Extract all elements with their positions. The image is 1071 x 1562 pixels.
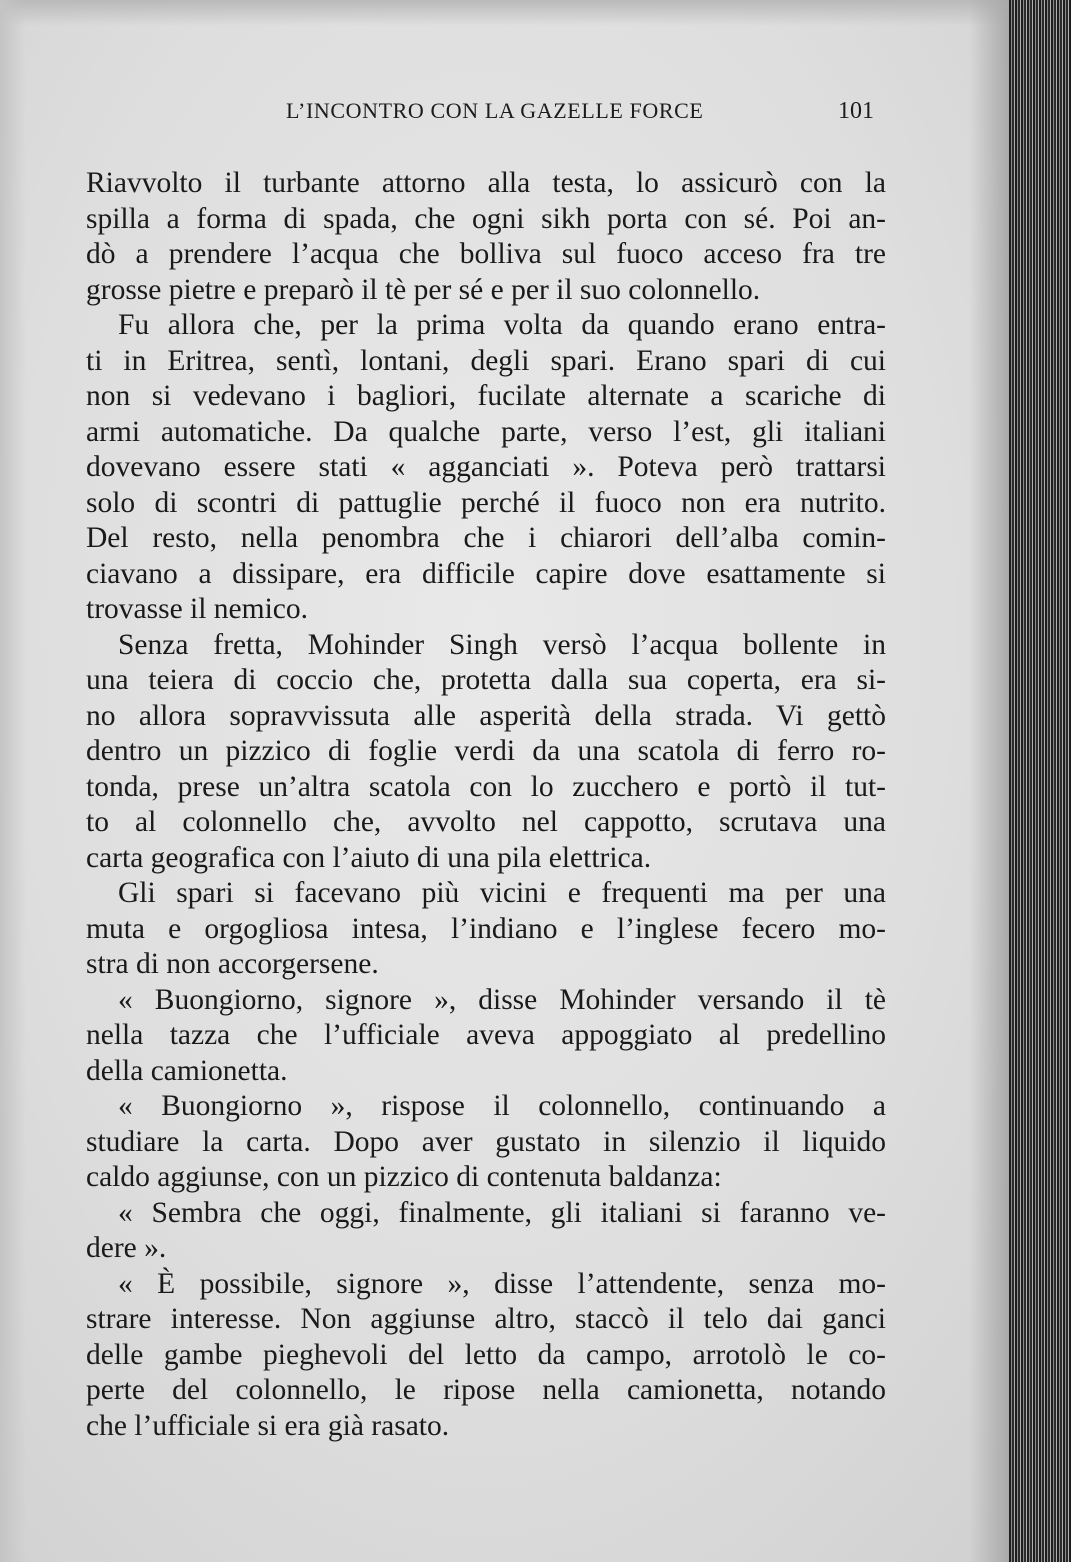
text-line: dere ».: [86, 1232, 167, 1264]
text-line: non si vedevano i bagliori, fucilate alternate a scariche di: [86, 380, 886, 412]
text-line: delle gambe pieghevoli del letto da campo, arrotolò le co-: [86, 1338, 886, 1371]
text-line: studiare la carta. Dopo aver gustato in silenzio il liquido: [86, 1125, 886, 1158]
text-line: dò a prendere l’acqua che bolliva sul fuoco acceso fra tre: [86, 238, 886, 270]
text-line: solo di scontri di pattuglie perché il fuoco non era nutrito.: [86, 486, 886, 519]
text-line: armi automatiche. Da qualche parte, verso l’est, gli italiani: [86, 415, 886, 448]
text-line: strare interesse. Non aggiunse altro, staccò il telo dai ganci: [86, 1303, 886, 1335]
text-line: caldo aggiunse, con un pizzico di contenuta baldanza:: [86, 1161, 722, 1193]
text-line: una teiera di coccio che, protetta dalla sua coperta, era si-: [86, 664, 886, 696]
text-line: Senza fretta, Mohinder Singh versò l’acqua bollente in: [118, 628, 886, 661]
text-line: perte del colonnello, le ripose nella camionetta, notando: [86, 1374, 886, 1406]
page-top-shadow: [0, 0, 1071, 26]
text-line: « È possibile, signore », disse l’attendente, senza mo-: [118, 1267, 886, 1300]
text-line: Del resto, nella penombra che i chiarori dell’alba comin-: [86, 522, 886, 554]
text-line: no allora sopravvissuta alle asperità della strada. Vi gettò: [86, 699, 886, 732]
text-line: dovevano essere stati « agganciati ». Poteva però trattarsi: [86, 451, 886, 483]
running-title: L’INCONTRO CON LA GAZELLE FORCE: [286, 98, 704, 123]
text-line: che l’ufficiale si era già rasato.: [86, 1409, 450, 1442]
text-line: nella tazza che l’ufficiale aveva appoggiato al predellino: [86, 1019, 886, 1051]
text-line: stra di non accorgersene.: [86, 948, 379, 980]
page-number: 101: [838, 98, 874, 124]
text-line: Fu allora che, per la prima volta da quando erano entra-: [118, 309, 886, 341]
text-line: della camionetta.: [86, 1054, 288, 1087]
text-line: « Sembra che oggi, finalmente, gli italiani si faranno ve-: [118, 1196, 886, 1229]
text-line: Gli spari si facevano più vicini e frequenti ma per una: [118, 877, 886, 909]
text-line: tonda, prese un’altra scatola con lo zucchero e portò il tut-: [86, 770, 886, 803]
running-head: [0, 98, 1071, 134]
body-text: [86, 166, 886, 1444]
text-line: spilla a forma di spada, che ogni sikh porta con sé. Poi an-: [86, 202, 886, 235]
text-line: trovasse il nemico.: [86, 593, 309, 625]
text-line: Riavvolto il turbante attorno alla testa, lo assicurò con la: [86, 167, 886, 199]
page-left-shadow: [0, 0, 26, 1562]
text-line: grosse pietre e preparò il tè per sé e per il suo colonnello.: [86, 273, 761, 306]
text-line: carta geografica con l’aiuto di una pila elettrica.: [86, 841, 652, 874]
text-line: ciavano a dissipare, era difficile capire dove esattamente si: [86, 557, 886, 590]
text-line: « Buongiorno, signore », disse Mohinder versando il tè: [118, 983, 886, 1016]
binding-shadow: [969, 0, 1009, 1562]
book-binding-edge: [1009, 0, 1071, 1562]
text-line: dentro un pizzico di foglie verdi da una scatola di ferro ro-: [86, 735, 886, 767]
text-line: « Buongiorno », rispose il colonnello, continuando a: [118, 1090, 886, 1122]
text-line: ti in Eritrea, sentì, lontani, degli spari. Erano spari di cui: [86, 344, 886, 377]
text-line: to al colonnello che, avvolto nel cappotto, scrutava una: [86, 806, 886, 838]
text-line: muta e orgogliosa intesa, l’indiano e l’inglese fecero mo-: [86, 912, 886, 945]
